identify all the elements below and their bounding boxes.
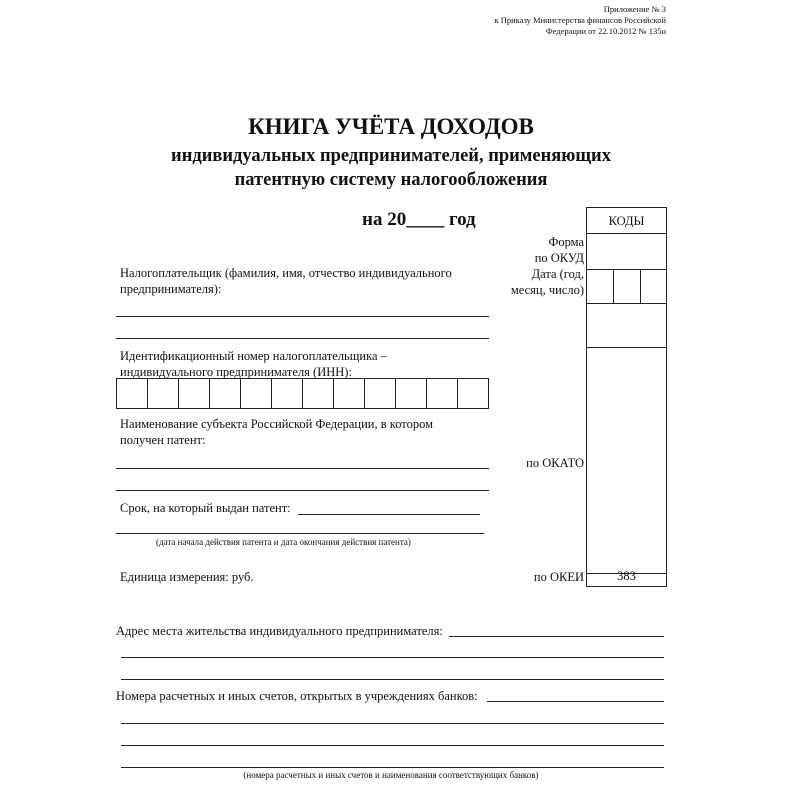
date-label-line-2: месяц, число) — [510, 283, 584, 297]
inn-cell[interactable] — [179, 379, 210, 408]
taxpayer-label — [120, 265, 452, 297]
inn-cell[interactable] — [303, 379, 334, 408]
page-subtitle-2: патентную систему налогообложения — [234, 170, 548, 190]
unit-label: Единица измерения: руб. — [120, 570, 254, 584]
page-subtitle-1: индивидуальных предпринимателей, применяющих — [171, 146, 611, 166]
blank-code-cell[interactable] — [587, 304, 666, 348]
region-label-line-2: получен патент: — [120, 433, 206, 447]
term-line-2[interactable] — [116, 533, 484, 534]
taxpayer-line-2[interactable] — [116, 338, 489, 339]
taxpayer-label-line-2: предпринимателя): — [120, 282, 222, 296]
okei-value: 383 — [617, 569, 636, 583]
appendix-note — [495, 4, 667, 37]
address-line-1[interactable] — [449, 636, 664, 637]
inn-grid[interactable] — [116, 378, 489, 409]
inn-cell[interactable] — [272, 379, 303, 408]
okud-label — [535, 234, 584, 266]
accounts-line-3[interactable] — [121, 745, 664, 746]
date-divider — [640, 270, 641, 303]
appendix-line-3: Федерации от 22.10.2012 № 135н — [545, 26, 666, 36]
inn-cell[interactable] — [241, 379, 272, 408]
okud-label-line-2: по ОКУД — [534, 251, 584, 265]
okato-code-cell[interactable] — [587, 348, 666, 574]
inn-label-line-2: индивидуального предпринимателя (ИНН): — [120, 365, 352, 379]
accounts-hint: (номера расчетных и иных счетов и наименования соответствующих банков) — [243, 770, 539, 780]
accounts-line-1[interactable] — [487, 701, 664, 702]
okud-label-line-1: Форма — [548, 235, 584, 249]
okato-label: по ОКАТО — [526, 456, 584, 470]
date-code-cell[interactable] — [587, 270, 666, 304]
inn-cell[interactable] — [148, 379, 179, 408]
inn-cell[interactable] — [117, 379, 148, 408]
address-label: Адрес места жительства индивидуального предпринимателя: — [116, 624, 443, 638]
taxpayer-label-line-1: Налогоплательщик (фамилия, имя, отчество индивидуального — [120, 266, 452, 280]
region-label-line-1: Наименование субъекта Российской Федерации, в котором — [120, 417, 434, 431]
region-line-1[interactable] — [116, 468, 489, 469]
inn-cell[interactable] — [210, 379, 241, 408]
term-hint: (дата начала действия патента и дата окончания действия патента) — [156, 537, 411, 547]
year-heading: на 20____ год — [362, 209, 476, 230]
region-line-2[interactable] — [116, 490, 489, 491]
okei-label: по ОКЕИ — [533, 570, 584, 584]
appendix-line-2: к Приказу Министерства финансов Российской — [494, 15, 666, 25]
inn-cell[interactable] — [365, 379, 396, 408]
address-line-2[interactable] — [121, 657, 664, 658]
appendix-line-1: Приложение № 3 — [603, 4, 666, 14]
inn-label — [120, 348, 387, 380]
inn-label-line-1: Идентификационный номер налогоплательщика – — [120, 349, 387, 363]
inn-cell[interactable] — [396, 379, 427, 408]
okud-code-cell[interactable] — [587, 234, 666, 270]
term-label: Срок, на который выдан патент: — [120, 501, 291, 515]
date-divider — [613, 270, 614, 303]
codes-table — [586, 207, 667, 587]
taxpayer-line-1[interactable] — [116, 316, 489, 317]
region-label — [120, 416, 433, 448]
term-line-1[interactable] — [298, 514, 480, 515]
accounts-line-4[interactable] — [121, 767, 664, 768]
inn-cell[interactable] — [427, 379, 458, 408]
codes-header: КОДЫ — [587, 208, 666, 234]
date-label — [511, 266, 584, 298]
accounts-line-2[interactable] — [121, 723, 664, 724]
date-label-line-1: Дата (год, — [531, 267, 584, 281]
page-title: КНИГА УЧЁТА ДОХОДОВ — [248, 114, 534, 139]
address-line-3[interactable] — [121, 679, 664, 680]
inn-cell[interactable] — [458, 379, 488, 408]
accounts-label: Номера расчетных и иных счетов, открытых в учреждениях банков: — [116, 689, 478, 703]
inn-cell[interactable] — [334, 379, 365, 408]
